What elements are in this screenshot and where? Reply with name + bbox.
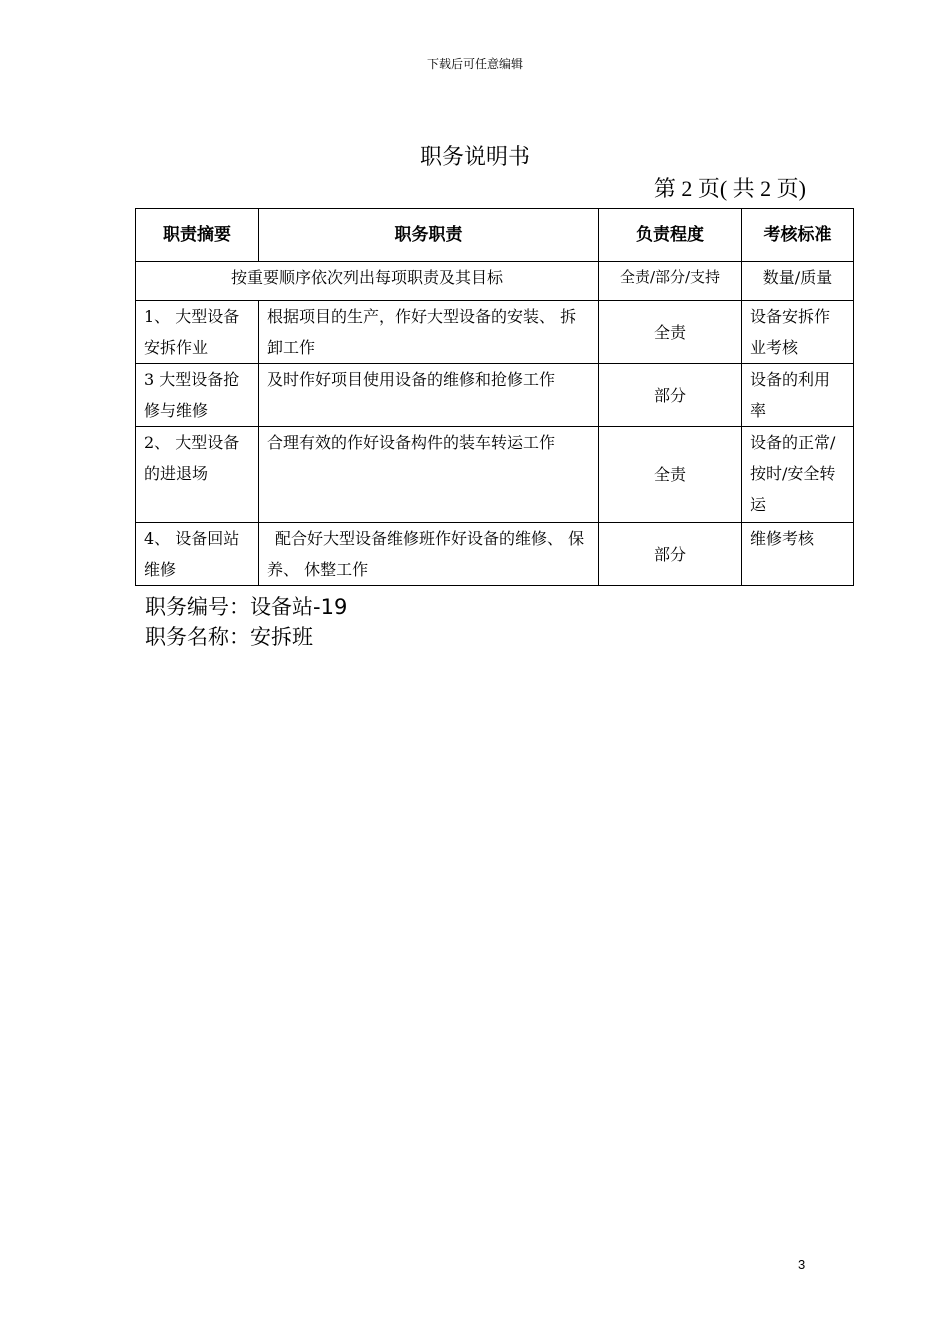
header-summary: 职责摘要 xyxy=(136,209,259,262)
table-row xyxy=(136,523,854,586)
subheader-criteria-type: 数量/质量 xyxy=(742,262,854,301)
duty-table xyxy=(135,208,854,586)
table-header-row xyxy=(136,209,854,262)
row-criteria: 设备安拆作业考核 xyxy=(742,301,854,364)
row-criteria: 设备的正常/按时/安全转运 xyxy=(742,427,854,523)
row-degree: 部分 xyxy=(599,364,742,427)
header-degree: 负责程度 xyxy=(599,209,742,262)
page-indicator: 第 2 页( 共 2 页) xyxy=(653,176,806,201)
page-number: 3 xyxy=(798,1257,806,1272)
row-duty: 根据项目的生产，作好大型设备的安装、 拆卸工作 xyxy=(259,301,599,364)
row-criteria: 维修考核 xyxy=(742,523,854,586)
row-summary: 3 大型设备抢修与维修 xyxy=(136,364,259,427)
row-duty: 合理有效的作好设备构件的装车转运工作 xyxy=(259,427,599,523)
table-subheader-row xyxy=(136,262,854,301)
subheader-instruction: 按重要顺序依次列出每项职责及其目标 xyxy=(136,262,599,301)
job-name: 职务名称：安拆班 xyxy=(145,625,313,649)
document-title: 职务说明书 xyxy=(419,145,530,170)
row-degree: 全责 xyxy=(599,301,742,364)
row-duty: 配合好大型设备维修班作好设备的维修、 保养、 休整工作 xyxy=(259,523,599,586)
row-degree: 全责 xyxy=(599,427,742,523)
table-row xyxy=(136,301,854,364)
row-duty: 及时作好项目使用设备的维修和抢修工作 xyxy=(259,364,599,427)
row-degree: 部分 xyxy=(599,523,742,586)
subheader-degree-options: 全责/部分/支持 xyxy=(599,262,742,301)
header-duty: 职务职责 xyxy=(259,209,599,262)
footer-info xyxy=(145,592,347,652)
row-summary: 1、 大型设备安拆作业 xyxy=(136,301,259,364)
table-row xyxy=(136,364,854,427)
job-code: 职务编号：设备站-19 xyxy=(145,595,348,619)
row-summary: 2、 大型设备的进退场 xyxy=(136,427,259,523)
row-summary: 4、 设备回站维修 xyxy=(136,523,259,586)
header-note: 下载后可任意编辑 xyxy=(426,57,523,71)
header-criteria: 考核标准 xyxy=(742,209,854,262)
row-criteria: 设备的利用率 xyxy=(742,364,854,427)
table-row xyxy=(136,427,854,523)
